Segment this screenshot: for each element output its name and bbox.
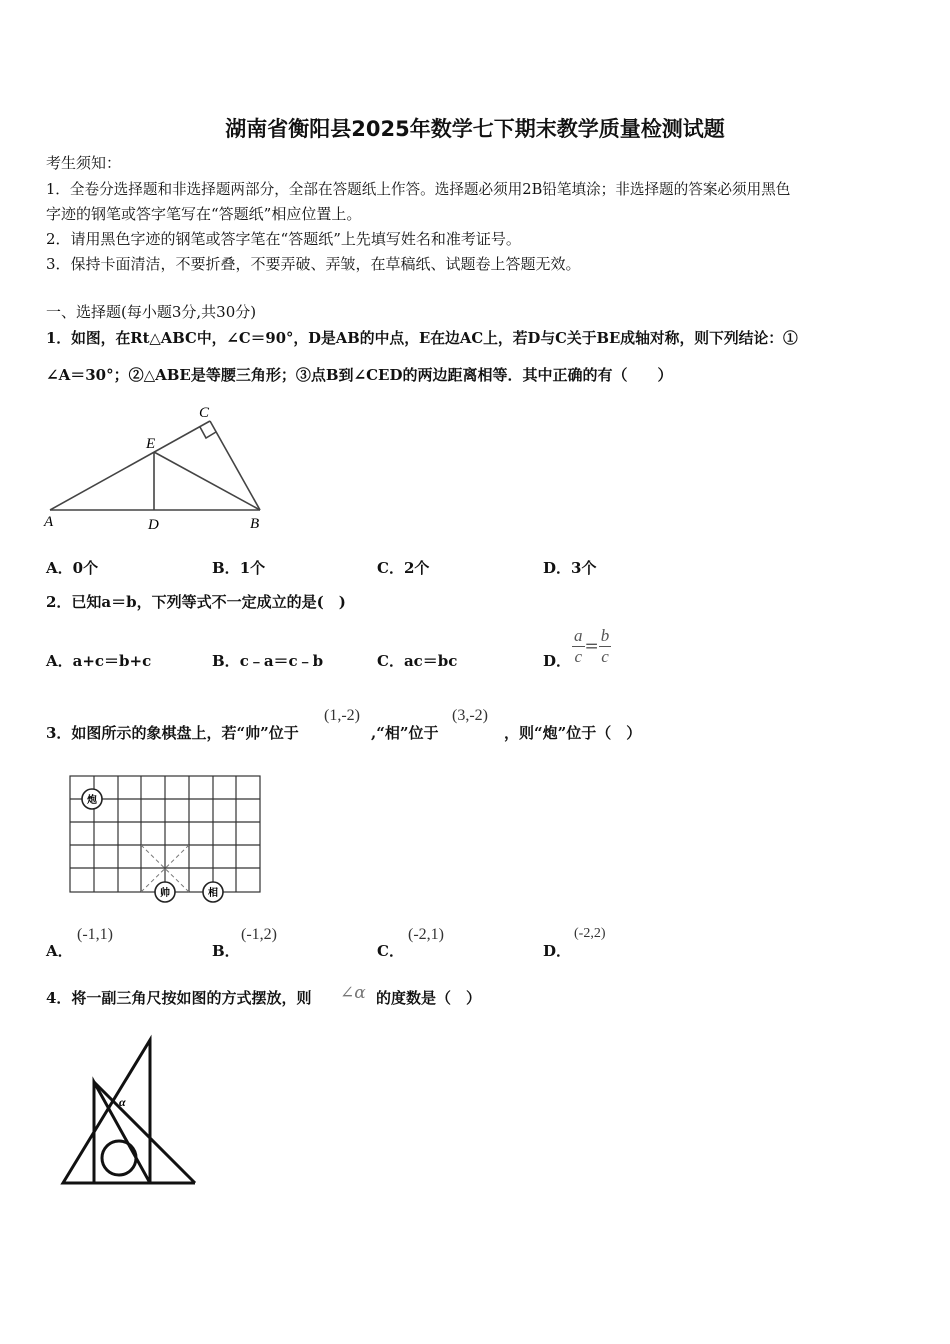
q1-triangle-figure <box>40 398 280 538</box>
alpha-label: α <box>119 1095 126 1109</box>
piece-xiang <box>203 882 223 902</box>
q2-option-c: C．ac＝bc <box>377 652 458 670</box>
q1-option-b: B．1个 <box>212 559 266 577</box>
q1-option-a: A．0个 <box>46 559 99 577</box>
q1-stem-line-2: ∠A＝30°；②△ABE是等腰三角形；③点B到∠CED的两边距离相等．其中正确的有（ ） <box>46 366 673 384</box>
q3-coord-shuai: (1,-2) <box>324 707 360 724</box>
label-d: D <box>148 517 159 533</box>
q2-stem: 2．已知a＝b，下列等式不一定成立的是( ) <box>46 593 346 611</box>
q3-stem-b: ,“相”位于 <box>371 724 439 742</box>
svg-text:炮: 炮 <box>87 795 97 806</box>
q3-option-d: (-2,2) <box>574 926 606 941</box>
q3-option-a-letter: A． <box>46 942 73 960</box>
q4-stem-a: 4．将一副三角尺按如图的方式摆放，则 <box>46 989 312 1007</box>
q3-coord-xiang: (3,-2) <box>452 707 488 724</box>
notice-line-3: 3．保持卡面清洁，不要折叠，不要弄破、弄皱，在草稿纸、试题卷上答题无效。 <box>46 255 581 273</box>
notice-heading: 考生须知： <box>46 154 122 172</box>
fraction-a-over-c: $\frac{a}{c}$ <box>574 626 583 666</box>
q3-option-b: (-1,2) <box>241 926 277 943</box>
page-title: 湖南省衡阳县2025年数学七下期末教学质量检测试题 <box>225 117 725 141</box>
q2-option-d-equation: $\frac{a}{c}$ = $\frac{b}{c}$ <box>574 626 610 666</box>
section-heading: 一、选择题(每小题3分,共30分) <box>46 303 257 321</box>
fraction-b-over-c: $\frac{b}{c}$ <box>600 626 610 666</box>
svg-text:帅: 帅 <box>160 888 170 899</box>
label-a: A <box>44 514 54 530</box>
q3-option-a: (-1,1) <box>77 926 113 943</box>
q3-option-c-letter: C． <box>377 942 404 960</box>
piece-pao <box>82 789 102 809</box>
q4-stem-b: 的度数是（ ） <box>376 989 482 1007</box>
q2-option-d-letter: D． <box>543 652 572 670</box>
notice-line-1b: 字迹的钢笔或答字笔写在“答题纸”相应位置上。 <box>46 205 362 223</box>
svg-text:相: 相 <box>208 888 218 899</box>
set-squares-figure <box>55 1030 205 1195</box>
q3-stem-c: ，则“炮”位于（ ） <box>504 724 642 742</box>
q1-option-c: C．2个 <box>377 559 430 577</box>
q2-option-b: B．c﹣a＝c﹣b <box>212 652 324 670</box>
q3-option-c: (-2,1) <box>408 926 444 943</box>
q3-stem-a: 3．如图所示的象棋盘上，若“帅”位于 <box>46 724 299 742</box>
label-c: C <box>199 405 210 421</box>
label-b: B <box>250 516 260 532</box>
label-e: E <box>146 436 156 452</box>
q4-angle-symbol: ∠α <box>340 983 366 1003</box>
q3-option-d-letter: D． <box>543 942 572 960</box>
chess-board-figure <box>60 766 272 912</box>
q1-option-d: D．3个 <box>543 559 597 577</box>
q1-stem-line-1: 1．如图，在Rt△ABC中，∠C＝90°，D是AB的中点，E在边AC上，若D与C关于BE成轴对称，则下列结论：① <box>46 330 798 347</box>
notice-line-1a: 1．全卷分选择题和非选择题两部分，全部在答题纸上作答。选择题必须用2B铅笔填涂；非选择题的答案必须用黑色 <box>46 181 791 198</box>
q2-option-a: A．a+c＝b+c <box>46 652 152 670</box>
notice-line-2: 2．请用黑色字迹的钢笔或答字笔在“答题纸”上先填写姓名和准考证号。 <box>46 230 521 248</box>
piece-shuai <box>155 882 175 902</box>
q3-option-b-letter: B． <box>212 942 240 960</box>
